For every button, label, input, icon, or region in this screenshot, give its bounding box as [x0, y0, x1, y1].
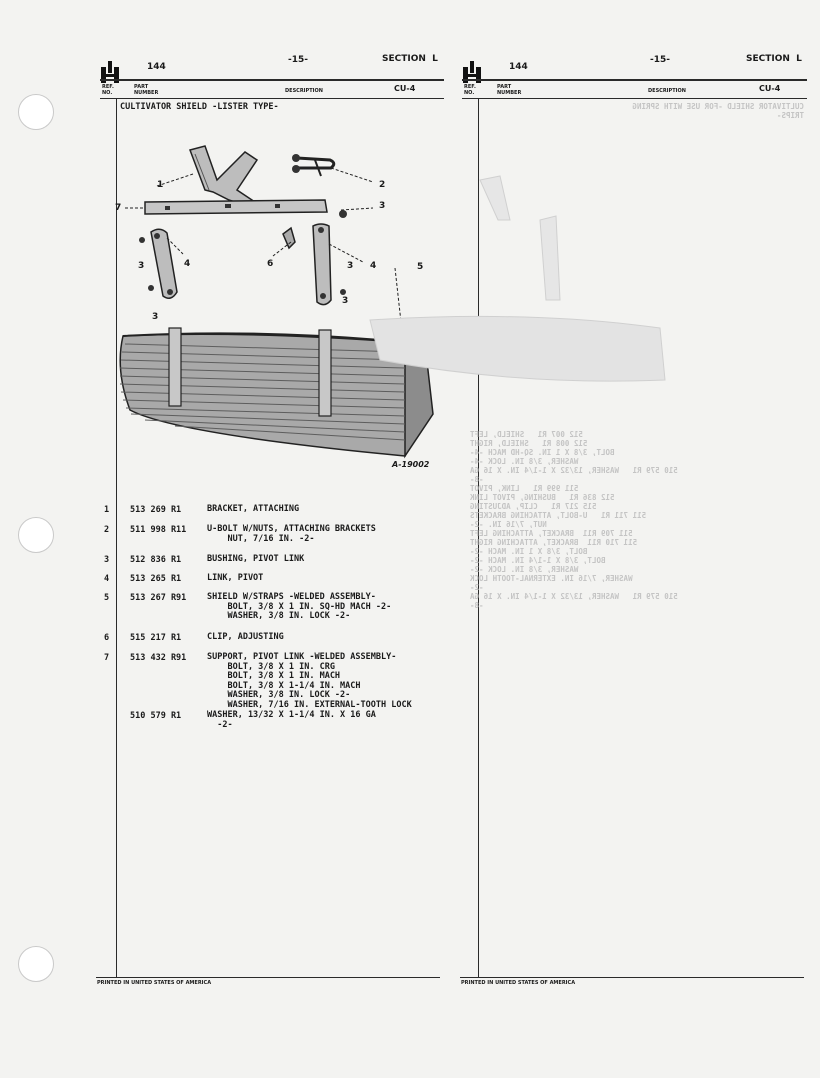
column-rule-top: [100, 98, 444, 99]
part-description: U-BOLT W/NUTS, ATTACHING BRACKETS NUT, 7/16 IN. -2-: [207, 524, 376, 544]
bushing-icon: [340, 289, 346, 295]
callout-4a: 4: [184, 259, 191, 269]
col-ref-label: REF. NO.: [102, 84, 114, 96]
callout-7: 7: [115, 203, 122, 213]
pivot-link-left-drawing: [151, 229, 177, 298]
bleed-through-line: 511 999 R1 LINK, PIVOT: [470, 484, 579, 493]
attaching-bracket-drawing: [190, 146, 257, 208]
part-number: 513 265 R1: [130, 574, 182, 584]
part-description: CLIP, ADJUSTING: [207, 632, 284, 642]
header-rule: [462, 79, 807, 81]
col-part-label: PART NUMBER: [497, 84, 522, 96]
bleed-through-line: 510 579 R1 WASHER, 13/32 X 1-1/4 IN. X 16 GA: [470, 466, 678, 475]
page-number: -15-: [650, 55, 670, 65]
callout-3b: 3: [138, 261, 145, 271]
u-bolt-drawing: [292, 154, 334, 176]
part-number: 513 269 R1: [130, 505, 182, 515]
bleed-through-line: BOLT, 3/8 X 1 IN. SQ-HD MACH -4-: [470, 448, 629, 457]
bleed-through-line: -8-: [470, 601, 498, 610]
page-code: CU-4: [394, 84, 416, 93]
bleed-through-line: 511 711 R1 U-BOLT, ATTACHING BRACKETS: [470, 511, 647, 520]
bleed-through-line: 512 007 R1 SHIELD, LEFT: [470, 430, 583, 439]
bleed-through-line: WASHER, 3/8 IN. LOCK -2-: [470, 565, 592, 574]
footer-rule: [96, 977, 440, 978]
col-ref-label: REF. NO.: [464, 84, 476, 96]
column-rule-top: [462, 98, 807, 99]
ref-number: 4: [104, 574, 110, 584]
page-number: -15-: [288, 55, 308, 65]
bleed-through-line: BOLT, 3/8 X 1 IN. MACH -2-: [470, 547, 601, 556]
bushing-icon: [139, 237, 145, 243]
bleed-through-line: 511 709 R11 BRACKET, ATTACHING LEFT: [470, 529, 633, 538]
part-number: 512 836 R1: [130, 555, 182, 565]
bleed-through-line: 512 008 R1 SHIELD, RIGHT: [470, 439, 588, 448]
section-label: SECTION L: [382, 54, 438, 64]
ref-number: 7: [104, 653, 110, 663]
header-rule: [100, 79, 444, 81]
bleed-through-line: 510 579 R1 WASHER, 13/32 X 1-1/4 IN. X 16 GA: [470, 592, 678, 601]
bushing-icon: [148, 285, 154, 291]
col-part-label: PART NUMBER: [134, 84, 159, 96]
bleed-through-line: 511 710 R11 BRACKET, ATTACHING RIGHT: [470, 538, 638, 547]
adjusting-clip-drawing: [283, 228, 295, 248]
ref-number: 1: [104, 505, 110, 515]
part-description: SHIELD W/STRAPS -WELDED ASSEMBLY- BOLT, 3/8 X 1 IN. SQ-HD MACH -2- WASHER, 3/8 IN. LOCK -2-: [207, 592, 392, 622]
footer-imprint: PRINTED IN UNITED STATES OF AMERICA: [461, 980, 576, 986]
bleed-through-line: BOLT, 3/8 X 1-1/4 IN. MACH -2-: [470, 556, 620, 565]
section-title: CULTIVATOR SHIELD -LISTER TYPE-: [120, 102, 279, 112]
col-desc-label: DESCRIPTION: [648, 88, 686, 94]
part-number: 513 432 R91: [130, 653, 187, 663]
bleed-through-line: WASHER, 7/16 IN. EXTERNAL-TOOTH LOCK: [470, 574, 647, 583]
bleed-through-line: WASHER, 3/8 IN. LOCK -4-: [470, 457, 592, 466]
page-code: CU-4: [759, 84, 781, 93]
callout-6: 6: [267, 259, 274, 269]
bleed-through-line: NUT, 7/16 IN. -2-: [470, 520, 561, 529]
callout-5: 5: [417, 262, 424, 272]
figure-id: A-19002: [392, 460, 430, 469]
footer-rule: [460, 977, 804, 978]
bushing-icon: [339, 210, 347, 218]
bleed-through-line: -2-: [470, 583, 498, 592]
part-number: 510 579 R1: [130, 711, 182, 721]
callout-2: 2: [379, 180, 386, 190]
bleed-through-title: CULTIVATOR SHIELD -FOR USE WITH SPRING TRIPS-: [632, 102, 804, 120]
part-description: SUPPORT, PIVOT LINK -WELDED ASSEMBLY- BOLT, 3/8 X 1 IN. CRG BOLT, 3/8 X 1 IN. MACH BOLT, 3/8 X 1-1/4 IN. MACH WASHER, 3/8 IN. LOCK -2- WASHER, 7/16 IN. EXTERNAL-TOOTH LOCK: [207, 652, 412, 710]
col-desc-label: DESCRIPTION: [285, 88, 323, 94]
callout-3c: 3: [347, 261, 354, 271]
part-description: LINK, PIVOT: [207, 573, 264, 583]
ref-number: 6: [104, 633, 110, 643]
catalog-number: 144: [509, 62, 528, 72]
part-number: 513 267 R91: [130, 593, 187, 603]
part-description: BUSHING, PIVOT LINK: [207, 554, 305, 564]
part-description: BRACKET, ATTACHING: [207, 504, 300, 514]
ref-number: 2: [104, 525, 110, 535]
bleed-through-line: 515 217 R1 CLIP, ADJUSTING: [470, 502, 597, 511]
bleed-through-line: 512 836 R1 BUSHING, PIVOT LINK: [470, 493, 615, 502]
support-bar-drawing: [145, 200, 327, 214]
part-number: 511 998 R11: [130, 525, 187, 535]
part-number: 515 217 R1: [130, 633, 182, 643]
ref-number: 3: [104, 555, 110, 565]
callout-3d: 3: [342, 296, 349, 306]
callout-3a: 3: [379, 201, 386, 211]
footer-imprint: PRINTED IN UNITED STATES OF AMERICA: [97, 980, 212, 986]
pivot-link-right-drawing: [313, 224, 331, 305]
binder-hole-top: [18, 94, 54, 130]
bleed-through-lines: [470, 430, 790, 610]
bleed-through-line: -8-: [470, 475, 498, 484]
callout-3e: 3: [152, 312, 159, 322]
bleed-through-diagram: [360, 160, 680, 400]
part-description: WASHER, 13/32 X 1-1/4 IN. X 16 GA -2-: [207, 710, 376, 730]
binder-hole-middle: [18, 517, 54, 553]
binder-hole-bottom: [18, 946, 54, 982]
catalog-number: 144: [147, 62, 166, 72]
callout-1: 1: [157, 180, 164, 190]
ref-number: 5: [104, 593, 110, 603]
callout-4b: 4: [370, 261, 377, 271]
section-label: SECTION L: [746, 54, 802, 64]
